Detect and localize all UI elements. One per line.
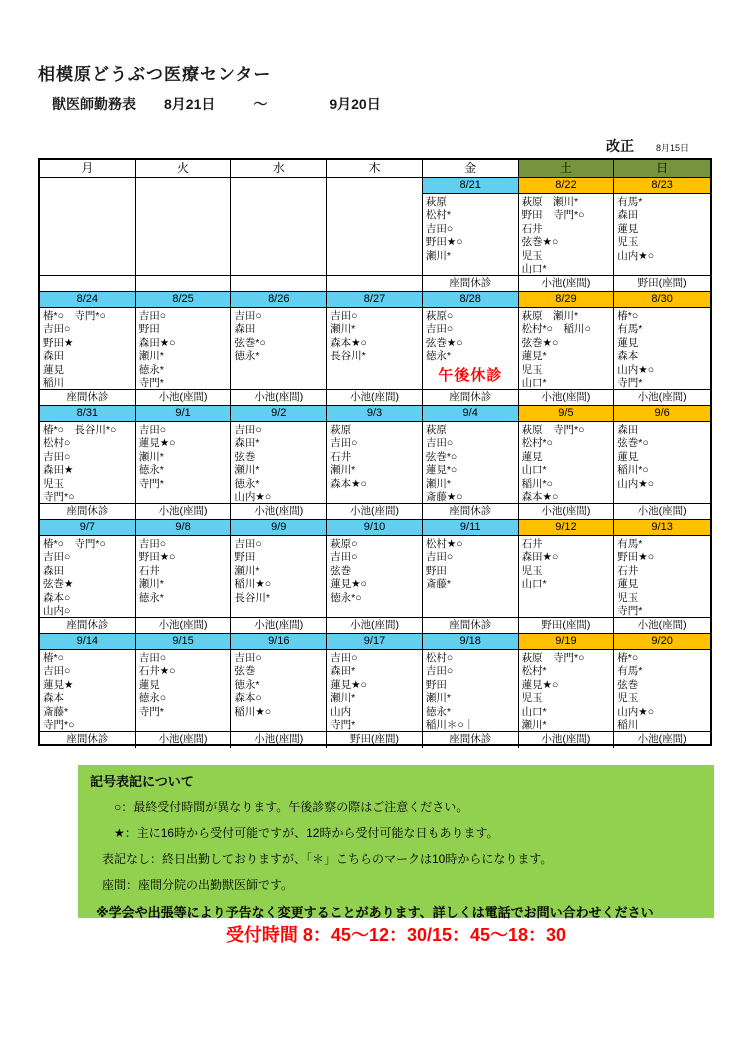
staff-name: 山口* xyxy=(521,377,547,390)
staff-name: 弦巻★○ xyxy=(425,336,463,349)
staff-name: 山内★○ xyxy=(617,249,655,262)
staff-name: 松村* xyxy=(521,665,547,678)
staff-name: 吉田○ xyxy=(330,551,358,564)
staff-name: 吉田○ xyxy=(234,652,262,664)
staff-name: 山内★○ xyxy=(617,705,655,718)
staff-names-cell xyxy=(614,308,710,390)
staff-name: 山口* xyxy=(521,578,547,591)
staff-name: 徳永* xyxy=(425,350,451,363)
zama-branch-cell: 座間休診 xyxy=(423,504,519,520)
zama-branch-cell: 小池(座間) xyxy=(231,732,327,748)
staff-names-cell xyxy=(327,308,423,390)
day-header: 火 xyxy=(136,160,232,178)
staff-name: 椿*○ 寺門*○ xyxy=(43,538,106,550)
zama-branch-cell: 野田(座間) xyxy=(614,276,710,292)
staff-names-cell xyxy=(519,308,615,390)
staff-name: 長谷川* xyxy=(330,350,366,363)
staff-name: 野田★○ xyxy=(138,551,176,564)
date-cell: 9/20 xyxy=(614,634,710,650)
staff-names-cell xyxy=(136,422,232,504)
date-cell: 8/29 xyxy=(519,292,615,308)
date-cell: 9/1 xyxy=(136,406,232,422)
staff-name: 吉田○ xyxy=(330,310,358,322)
staff-name: 斎藤★○ xyxy=(425,491,463,504)
staff-name: 寺門* xyxy=(617,605,643,618)
staff-name: 森田★○ xyxy=(138,336,176,349)
date-cell: 9/6 xyxy=(614,406,710,422)
staff-names-cell xyxy=(40,536,136,618)
staff-name: 児玉 xyxy=(617,692,639,705)
zama-branch-cell: 小池(座間) xyxy=(231,618,327,634)
staff-name: 萩原 xyxy=(330,424,352,436)
staff-name: 吉田○ xyxy=(425,437,454,450)
staff-names-cell xyxy=(40,194,136,276)
staff-name: 弦巻★ xyxy=(43,578,74,591)
staff-name: 森田* xyxy=(234,437,260,450)
staff-name: 瀬川* xyxy=(521,719,547,732)
staff-names-cell xyxy=(519,650,615,732)
staff-name: 山内★○ xyxy=(617,477,655,490)
staff-name: 弦巻*○ xyxy=(617,437,649,450)
zama-branch-cell: 小池(座間) xyxy=(136,618,232,634)
staff-name: 弦巻★○ xyxy=(521,236,559,249)
zama-branch-cell: 座間休診 xyxy=(40,732,136,748)
staff-names-cell xyxy=(231,194,327,276)
staff-names-cell xyxy=(614,650,710,732)
staff-name: 瀬川* xyxy=(425,249,451,262)
date-cell: 9/3 xyxy=(327,406,423,422)
staff-name: 徳永* xyxy=(138,363,164,376)
staff-names-cell xyxy=(614,194,710,276)
staff-name: 森本★○ xyxy=(521,491,559,504)
staff-name: 児玉 xyxy=(521,249,543,262)
zama-branch-cell: 座間休診 xyxy=(40,618,136,634)
date-cell xyxy=(231,178,327,194)
staff-name: 寺門*○ xyxy=(43,719,75,732)
date-cell: 8/31 xyxy=(40,406,136,422)
date-cell: 9/4 xyxy=(423,406,519,422)
staff-name: 弦巻 xyxy=(234,665,256,678)
staff-name: 萩原 xyxy=(425,424,447,436)
staff-name: 児玉 xyxy=(617,236,639,249)
date-cell: 8/27 xyxy=(327,292,423,308)
staff-name: 石井 xyxy=(521,222,543,235)
date-cell: 9/11 xyxy=(423,520,519,536)
staff-name: 萩原○ xyxy=(425,310,454,322)
staff-name: 山内○ xyxy=(43,605,71,618)
staff-name: 徳永* xyxy=(234,477,260,490)
date-cell: 9/17 xyxy=(327,634,423,650)
staff-names-cell xyxy=(136,308,232,390)
staff-name: 山内★○ xyxy=(234,491,272,504)
staff-name: 寺門* xyxy=(138,377,164,390)
staff-name: 有馬* xyxy=(617,196,643,208)
staff-name: 蓮見★○ xyxy=(330,578,367,591)
staff-names-cell xyxy=(136,536,232,618)
zama-branch-cell: 小池(座間) xyxy=(519,504,615,520)
zama-branch-cell: 小池(座間) xyxy=(519,276,615,292)
period-separator: ～ xyxy=(253,96,268,112)
staff-name: 石井 xyxy=(330,450,352,463)
staff-name: 森田 xyxy=(43,350,64,363)
staff-names-cell xyxy=(423,308,519,390)
staff-name: 蓮見*○ xyxy=(425,464,458,477)
staff-name: 森田★○ xyxy=(521,551,559,564)
staff-name: 吉田○ xyxy=(425,323,454,336)
date-cell: 9/16 xyxy=(231,634,327,650)
staff-name: 松村○ xyxy=(43,437,71,450)
staff-name: 蓮見 xyxy=(617,222,639,235)
zama-branch-cell: 座間休診 xyxy=(423,618,519,634)
staff-name: 野田 xyxy=(138,323,160,336)
staff-name: 吉田○ xyxy=(425,665,454,678)
staff-name: 蓮見 xyxy=(617,578,639,591)
staff-names-cell xyxy=(423,650,519,732)
staff-name: 吉田○ xyxy=(43,665,71,678)
day-header: 月 xyxy=(40,160,136,178)
date-cell xyxy=(136,178,232,194)
zama-branch-cell: 小池(座間) xyxy=(327,390,423,406)
staff-name: 児玉 xyxy=(521,564,543,577)
staff-name: 有馬* xyxy=(617,538,643,550)
zama-branch-cell xyxy=(40,276,136,292)
staff-name: 野田★○ xyxy=(425,236,463,249)
zama-branch-cell: 小池(座間) xyxy=(327,504,423,520)
staff-name: 弦巻★○ xyxy=(521,336,559,349)
staff-name: 森田 xyxy=(234,323,256,336)
staff-name: 寺門* xyxy=(617,377,643,390)
staff-name: 吉田○ xyxy=(330,652,358,664)
zama-branch-cell: 野田(座間) xyxy=(519,618,615,634)
staff-name: 蓮見* xyxy=(521,350,547,363)
staff-name: 森本 xyxy=(43,692,64,705)
date-cell: 9/19 xyxy=(519,634,615,650)
staff-names-cell xyxy=(614,422,710,504)
staff-name: 森田 xyxy=(617,424,639,436)
staff-names-cell xyxy=(327,194,423,276)
staff-name: 蓮見 xyxy=(43,363,64,376)
day-header: 土 xyxy=(519,160,615,178)
date-cell: 8/24 xyxy=(40,292,136,308)
staff-name: 蓮見 xyxy=(521,450,543,463)
staff-name: 吉田○ xyxy=(43,450,71,463)
staff-name: 瀬川* xyxy=(425,477,451,490)
zama-branch-cell: 小池(座間) xyxy=(136,390,232,406)
staff-name: 吉田○ xyxy=(138,310,167,322)
staff-name: 弦巻*○ xyxy=(234,336,266,349)
staff-name: 椿*○ 寺門*○ xyxy=(43,310,106,322)
staff-name: 萩原 瀬川* xyxy=(521,310,579,322)
staff-name: 寺門*○ xyxy=(43,491,75,504)
staff-name: 野田★ xyxy=(43,336,74,349)
legend-star-line: ★：主に16時から受付可能ですが、12時から受付可能な日もあります。 xyxy=(114,826,499,840)
staff-names-cell xyxy=(40,422,136,504)
date-cell: 9/12 xyxy=(519,520,615,536)
staff-name: 野田 xyxy=(425,678,447,691)
zama-branch-cell: 座間休診 xyxy=(40,390,136,406)
zama-branch-cell: 小池(座間) xyxy=(327,618,423,634)
legend-title: 記号表記について xyxy=(90,774,194,789)
staff-name: 斎藤* xyxy=(43,705,69,718)
staff-names-cell xyxy=(231,536,327,618)
staff-name: 萩原○ xyxy=(330,538,358,550)
staff-name: 松村*○ 稲川○ xyxy=(521,323,591,336)
legend-nomark-line: 表記なし：終日出勤しておりますが、「＊」こちらのマークは10時からになります。 xyxy=(102,852,553,866)
staff-names-cell xyxy=(423,536,519,618)
staff-name: 瀬川* xyxy=(138,450,164,463)
zama-branch-cell: 座間休診 xyxy=(423,276,519,292)
staff-name: 蓮見★○ xyxy=(521,678,559,691)
staff-name: 徳永○ xyxy=(138,692,167,705)
staff-name: 徳永* xyxy=(425,705,451,718)
schedule-label: 獣医師勤務表 xyxy=(52,96,136,112)
staff-name: 蓮見★ xyxy=(43,678,74,691)
staff-name: 森田 xyxy=(43,564,64,577)
staff-name: 森田 xyxy=(617,209,639,222)
staff-name: 長谷川* xyxy=(234,591,271,604)
staff-name: 蓮見 xyxy=(138,678,160,691)
staff-name: 稲川*○ xyxy=(521,477,553,490)
staff-names-cell xyxy=(231,422,327,504)
staff-names-cell xyxy=(327,536,423,618)
date-cell: 9/10 xyxy=(327,520,423,536)
day-header: 日 xyxy=(614,160,710,178)
date-cell: 8/23 xyxy=(614,178,710,194)
staff-name: 吉田○ xyxy=(138,538,167,550)
staff-name: 椿*○ xyxy=(43,652,64,664)
staff-name: 弦巻 xyxy=(330,564,352,577)
staff-name: 児玉 xyxy=(43,477,64,490)
staff-names-cell xyxy=(231,308,327,390)
staff-name: 山口* xyxy=(521,263,547,276)
duty-schedule-table xyxy=(38,158,712,746)
staff-name: 蓮見 xyxy=(617,336,639,349)
date-cell: 9/5 xyxy=(519,406,615,422)
schedule-subtitle xyxy=(52,94,381,114)
staff-name: 森本○ xyxy=(234,692,262,705)
staff-names-cell xyxy=(614,536,710,618)
staff-names-cell xyxy=(327,650,423,732)
staff-name: 児玉 xyxy=(617,591,639,604)
date-cell: 9/14 xyxy=(40,634,136,650)
date-cell: 9/15 xyxy=(136,634,232,650)
day-header: 水 xyxy=(231,160,327,178)
staff-name: 萩原 瀬川* xyxy=(521,196,579,208)
staff-name: 吉田○ xyxy=(330,437,358,450)
staff-name: 吉田○ xyxy=(234,538,262,550)
period-end: 9月20日 xyxy=(329,96,381,112)
zama-branch-cell: 小池(座間) xyxy=(519,732,615,748)
staff-names-cell xyxy=(231,650,327,732)
date-cell: 9/9 xyxy=(231,520,327,536)
staff-name: 吉田○ xyxy=(138,424,167,436)
zama-branch-cell: 小池(座間) xyxy=(231,390,327,406)
staff-name: 野田 xyxy=(234,551,256,564)
zama-branch-cell: 小池(座間) xyxy=(614,504,710,520)
staff-names-cell xyxy=(519,422,615,504)
zama-branch-cell: 野田(座間) xyxy=(327,732,423,748)
staff-names-cell xyxy=(40,308,136,390)
date-cell: 8/26 xyxy=(231,292,327,308)
staff-name: 瀬川* xyxy=(234,564,260,577)
legend-zama-line: 座間：座間分院の出勤獣医師です。 xyxy=(102,878,294,892)
staff-name: 斎藤* xyxy=(425,578,451,591)
revision-info xyxy=(606,136,689,156)
staff-name: 徳永* xyxy=(138,591,164,604)
staff-name: 児玉 xyxy=(521,692,543,705)
staff-name: 松村○ xyxy=(425,652,454,664)
staff-names-cell xyxy=(423,194,519,276)
staff-name: 蓮見★○ xyxy=(138,437,176,450)
staff-name: 瀬川* xyxy=(234,464,260,477)
staff-name: 寺門* xyxy=(330,719,356,732)
staff-name: 椿*○ xyxy=(617,652,639,664)
staff-name: 徳永* xyxy=(234,350,260,363)
staff-name: 萩原 寺門*○ xyxy=(521,424,585,436)
zama-branch-cell xyxy=(327,276,423,292)
zama-branch-cell: 座間休診 xyxy=(40,504,136,520)
staff-name: 森田* xyxy=(330,665,356,678)
staff-name: 稲川★○ xyxy=(234,578,272,591)
date-cell: 9/18 xyxy=(423,634,519,650)
staff-name: 蓮見 xyxy=(617,450,639,463)
staff-name: 有馬* xyxy=(617,323,643,336)
staff-name: 稲川 xyxy=(617,719,639,732)
staff-name: 稲川＊○｜ xyxy=(425,719,475,732)
date-cell: 8/22 xyxy=(519,178,615,194)
staff-name: 徳永* xyxy=(138,464,164,477)
staff-name: 森本○ xyxy=(43,591,71,604)
staff-name: 瀬川* xyxy=(425,692,451,705)
staff-name: 瀬川* xyxy=(330,464,356,477)
revision-label: 改正 xyxy=(606,138,634,154)
staff-name: 吉田○ xyxy=(43,323,71,336)
staff-name: 弦巻 xyxy=(617,678,639,691)
staff-name: 椿*○ xyxy=(617,310,639,322)
staff-names-cell xyxy=(40,650,136,732)
staff-names-cell xyxy=(519,194,615,276)
staff-name: 児玉 xyxy=(521,363,543,376)
legend-box xyxy=(78,765,714,918)
staff-name: 稲川★○ xyxy=(234,705,272,718)
zama-branch-cell: 小池(座間) xyxy=(136,732,232,748)
zama-branch-cell: 座間休診 xyxy=(423,390,519,406)
staff-name: 瀬川* xyxy=(138,578,164,591)
staff-name: 吉田○ xyxy=(234,310,262,322)
legend-circle-line: ○：最終受付時間が異なります。午後診察の際はご注意ください。 xyxy=(114,800,469,814)
staff-name: 瀬川* xyxy=(138,350,164,363)
zama-branch-cell xyxy=(136,276,232,292)
staff-name: 山内 xyxy=(330,705,352,718)
staff-name: 徳永*○ xyxy=(330,591,362,604)
staff-names-cell xyxy=(327,422,423,504)
date-cell xyxy=(40,178,136,194)
zama-branch-cell: 小池(座間) xyxy=(637,733,687,745)
staff-name: 有馬* xyxy=(617,665,643,678)
staff-name: 石井★○ xyxy=(138,665,176,678)
staff-name: 森本★○ xyxy=(330,336,367,349)
staff-name: 吉田○ xyxy=(138,652,167,664)
staff-name: 石井 xyxy=(617,564,639,577)
staff-name: 弦巻*○ xyxy=(425,450,458,463)
staff-name: 萩原 xyxy=(425,196,447,208)
zama-branch-cell: 小池(座間) xyxy=(614,618,710,634)
date-cell: 8/28 xyxy=(423,292,519,308)
staff-names-cell xyxy=(136,194,232,276)
date-cell: 9/13 xyxy=(614,520,710,536)
staff-name: 弦巻 xyxy=(234,450,256,463)
legend-disclaimer: ※学会や出張等により予告なく変更することがあります、詳しくは電話でお問い合わせください xyxy=(96,905,654,920)
staff-name: 松村* xyxy=(425,209,451,222)
staff-name: 山内★○ xyxy=(617,363,655,376)
staff-name: 吉田○ xyxy=(43,551,71,564)
staff-name: 野田 xyxy=(425,564,447,577)
zama-branch-cell: 小池(座間) xyxy=(614,390,710,406)
staff-name: 萩原 寺門*○ xyxy=(521,652,585,664)
staff-name: 松村★○ xyxy=(425,538,463,550)
date-cell: 9/7 xyxy=(40,520,136,536)
date-cell: 9/2 xyxy=(231,406,327,422)
staff-names-cell xyxy=(519,536,615,618)
period-start: 8月21日 xyxy=(164,96,216,112)
staff-name: 蓮見★○ xyxy=(330,678,367,691)
staff-name: 野田 寺門*○ xyxy=(521,209,585,222)
staff-name: 瀬川* xyxy=(330,692,356,705)
zama-branch-cell: 座間休診 xyxy=(423,732,519,748)
staff-name: 森本★○ xyxy=(330,477,367,490)
date-cell xyxy=(327,178,423,194)
staff-name: 吉田○ xyxy=(234,424,262,436)
staff-name: 寺門* xyxy=(138,477,164,490)
staff-name: 石井 xyxy=(521,538,543,550)
staff-name: 徳永* xyxy=(234,678,260,691)
date-cell: 8/21 xyxy=(423,178,519,194)
zama-branch-cell: 小池(座間) xyxy=(519,390,615,406)
staff-name: 瀬川* xyxy=(330,323,356,336)
staff-name: 松村*○ xyxy=(521,437,553,450)
zama-branch-cell xyxy=(231,276,327,292)
staff-name: 森本 xyxy=(617,350,639,363)
staff-name: 椿*○ 長谷川*○ xyxy=(43,424,117,436)
day-header: 木 xyxy=(327,160,423,178)
zama-branch-cell: 小池(座間) xyxy=(231,504,327,520)
staff-name: 野田★○ xyxy=(617,551,655,564)
reception-hours: 受付時間 8：45～12：30/15：45～18：30 xyxy=(225,925,567,945)
revision-date: 8月15日 xyxy=(656,143,690,153)
date-cell: 9/8 xyxy=(136,520,232,536)
staff-name: 山口* xyxy=(521,705,547,718)
day-header: 金 xyxy=(423,160,519,178)
staff-name: 石井 xyxy=(138,564,160,577)
staff-name: 寺門* xyxy=(138,705,164,718)
zama-branch-cell: 小池(座間) xyxy=(136,504,232,520)
staff-name: 吉田○ xyxy=(425,551,454,564)
staff-name: 稲川*○ xyxy=(617,464,649,477)
staff-names-cell xyxy=(423,422,519,504)
date-cell: 8/25 xyxy=(136,292,232,308)
afternoon-closed-note: 午後休診 xyxy=(438,366,503,384)
staff-name: 稲川 xyxy=(43,377,64,390)
staff-name: 山口* xyxy=(521,464,547,477)
staff-name: 吉田○ xyxy=(425,222,454,235)
staff-names-cell xyxy=(136,650,232,732)
staff-name: 森田★ xyxy=(43,464,74,477)
page-title: 相模原どうぶつ医療センター xyxy=(38,65,272,84)
date-cell: 8/30 xyxy=(614,292,710,308)
